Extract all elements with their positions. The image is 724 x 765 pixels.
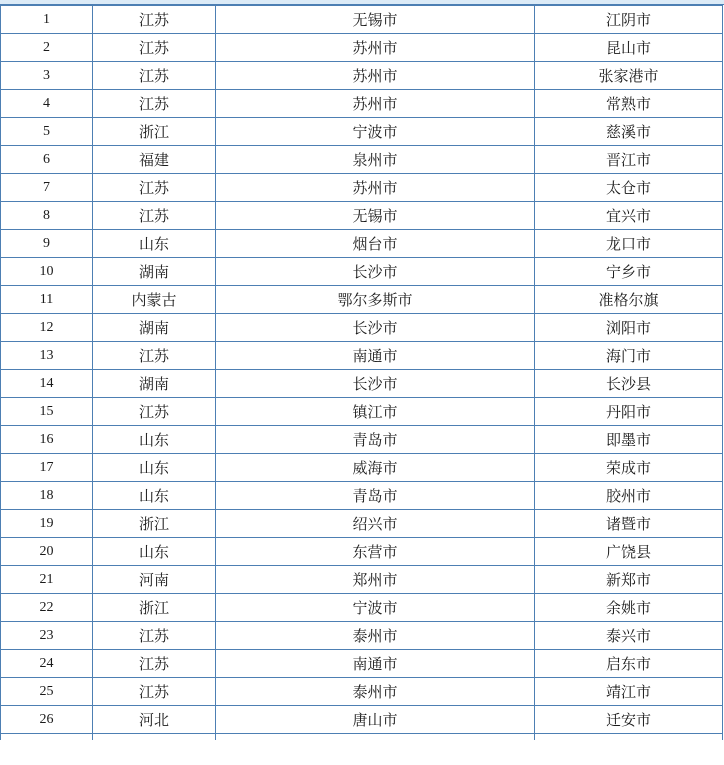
province-cell: 山东 bbox=[93, 426, 216, 454]
province-cell: 江苏 bbox=[93, 622, 216, 650]
county-cell: 昆山市 bbox=[535, 34, 723, 62]
city-cell: 威海市 bbox=[216, 454, 535, 482]
county-cell: 丹阳市 bbox=[535, 398, 723, 426]
county-cell: 晋江市 bbox=[535, 146, 723, 174]
city-cell: 南通市 bbox=[216, 342, 535, 370]
table-body bbox=[1, 6, 723, 740]
province-cell: 浙江 bbox=[93, 594, 216, 622]
province-cell: 山东 bbox=[93, 538, 216, 566]
row-number: 17 bbox=[1, 454, 93, 482]
row-number: 13 bbox=[1, 342, 93, 370]
table-row bbox=[1, 594, 723, 622]
city-cell: 宁波市 bbox=[216, 594, 535, 622]
table-row bbox=[1, 62, 723, 90]
table-row bbox=[1, 174, 723, 202]
row-number: 24 bbox=[1, 650, 93, 678]
county-cell: 迁安市 bbox=[535, 706, 723, 734]
city-cell: 东营市 bbox=[216, 538, 535, 566]
province-cell: 福建 bbox=[93, 146, 216, 174]
county-cell: 海门市 bbox=[535, 342, 723, 370]
city-cell: 宁波市 bbox=[216, 118, 535, 146]
county-cell: 诸暨市 bbox=[535, 510, 723, 538]
province-cell: 河北 bbox=[93, 706, 216, 734]
city-cell: 泰州市 bbox=[216, 678, 535, 706]
province-cell: 江苏 bbox=[93, 678, 216, 706]
county-cell: 胶州市 bbox=[535, 482, 723, 510]
province-cell: 江苏 bbox=[93, 650, 216, 678]
table-row bbox=[1, 146, 723, 174]
city-cell: 长沙市 bbox=[216, 314, 535, 342]
county-ranking-table bbox=[0, 5, 723, 740]
city-cell: 郑州市 bbox=[216, 566, 535, 594]
province-cell: 江苏 bbox=[93, 202, 216, 230]
city-cell: 泰州市 bbox=[216, 622, 535, 650]
row-number: 26 bbox=[1, 706, 93, 734]
table-row bbox=[1, 6, 723, 34]
province-cell: 江苏 bbox=[93, 34, 216, 62]
county-cell: 常熟市 bbox=[535, 90, 723, 118]
row-number: 5 bbox=[1, 118, 93, 146]
county-cell: 余姚市 bbox=[535, 594, 723, 622]
city-cell: 苏州市 bbox=[216, 90, 535, 118]
row-number: 8 bbox=[1, 202, 93, 230]
table-row bbox=[1, 202, 723, 230]
county-cell: 荣成市 bbox=[535, 454, 723, 482]
county-cell: 新郑市 bbox=[535, 566, 723, 594]
row-number: 2 bbox=[1, 34, 93, 62]
city-cell: 苏州市 bbox=[216, 174, 535, 202]
province-cell: 河南 bbox=[93, 566, 216, 594]
county-cell: 即墨市 bbox=[535, 426, 723, 454]
table-row bbox=[1, 118, 723, 146]
table-row bbox=[1, 454, 723, 482]
city-cell: 鄂尔多斯市 bbox=[216, 286, 535, 314]
row-number: 12 bbox=[1, 314, 93, 342]
province-cell: 江苏 bbox=[93, 342, 216, 370]
table-row bbox=[1, 650, 723, 678]
county-cell: 龙口市 bbox=[535, 230, 723, 258]
city-cell: 唐山市 bbox=[216, 706, 535, 734]
province-cell: 江苏 bbox=[93, 398, 216, 426]
row-number: 6 bbox=[1, 146, 93, 174]
province-cell: 浙江 bbox=[93, 118, 216, 146]
province-cell: 浙江 bbox=[93, 510, 216, 538]
city-cell: 苏州市 bbox=[216, 62, 535, 90]
province-cell: 江苏 bbox=[93, 174, 216, 202]
table-row bbox=[1, 90, 723, 118]
table-row bbox=[1, 370, 723, 398]
row-number: 9 bbox=[1, 230, 93, 258]
row-number: 3 bbox=[1, 62, 93, 90]
empty-cell bbox=[216, 734, 535, 740]
table-row bbox=[1, 482, 723, 510]
city-cell: 南通市 bbox=[216, 650, 535, 678]
row-number: 25 bbox=[1, 678, 93, 706]
row-number: 23 bbox=[1, 622, 93, 650]
province-cell: 山东 bbox=[93, 454, 216, 482]
city-cell: 绍兴市 bbox=[216, 510, 535, 538]
county-cell: 泰兴市 bbox=[535, 622, 723, 650]
province-cell: 江苏 bbox=[93, 90, 216, 118]
empty-cell bbox=[93, 734, 216, 740]
city-cell: 长沙市 bbox=[216, 258, 535, 286]
row-number: 22 bbox=[1, 594, 93, 622]
city-cell: 青岛市 bbox=[216, 482, 535, 510]
table-row bbox=[1, 314, 723, 342]
province-cell: 内蒙古 bbox=[93, 286, 216, 314]
table-row bbox=[1, 622, 723, 650]
empty-cell bbox=[535, 734, 723, 740]
county-cell: 张家港市 bbox=[535, 62, 723, 90]
county-cell: 启东市 bbox=[535, 650, 723, 678]
province-cell: 湖南 bbox=[93, 258, 216, 286]
table-row bbox=[1, 342, 723, 370]
county-cell: 宁乡市 bbox=[535, 258, 723, 286]
table-row bbox=[1, 34, 723, 62]
table-row bbox=[1, 538, 723, 566]
row-number: 18 bbox=[1, 482, 93, 510]
county-cell: 江阴市 bbox=[535, 6, 723, 34]
table-row bbox=[1, 230, 723, 258]
table-row bbox=[1, 398, 723, 426]
table-row bbox=[1, 510, 723, 538]
city-cell: 长沙市 bbox=[216, 370, 535, 398]
table-row bbox=[1, 258, 723, 286]
row-number: 1 bbox=[1, 6, 93, 34]
city-cell: 烟台市 bbox=[216, 230, 535, 258]
province-cell: 江苏 bbox=[93, 62, 216, 90]
city-cell: 镇江市 bbox=[216, 398, 535, 426]
row-number: 16 bbox=[1, 426, 93, 454]
table-row bbox=[1, 566, 723, 594]
city-cell: 无锡市 bbox=[216, 202, 535, 230]
province-cell: 山东 bbox=[93, 482, 216, 510]
row-number: 15 bbox=[1, 398, 93, 426]
county-cell: 宜兴市 bbox=[535, 202, 723, 230]
county-cell: 广饶县 bbox=[535, 538, 723, 566]
county-cell: 浏阳市 bbox=[535, 314, 723, 342]
county-cell: 准格尔旗 bbox=[535, 286, 723, 314]
county-cell: 长沙县 bbox=[535, 370, 723, 398]
row-number: 21 bbox=[1, 566, 93, 594]
province-cell: 湖南 bbox=[93, 314, 216, 342]
row-number: 4 bbox=[1, 90, 93, 118]
table-row-cut bbox=[1, 734, 723, 740]
table-row bbox=[1, 286, 723, 314]
row-number: 7 bbox=[1, 174, 93, 202]
city-cell: 青岛市 bbox=[216, 426, 535, 454]
row-number: 11 bbox=[1, 286, 93, 314]
city-cell: 苏州市 bbox=[216, 34, 535, 62]
row-number: 19 bbox=[1, 510, 93, 538]
city-cell: 泉州市 bbox=[216, 146, 535, 174]
table-row bbox=[1, 706, 723, 734]
city-cell: 无锡市 bbox=[216, 6, 535, 34]
province-cell: 湖南 bbox=[93, 370, 216, 398]
county-cell: 慈溪市 bbox=[535, 118, 723, 146]
county-cell: 靖江市 bbox=[535, 678, 723, 706]
province-cell: 山东 bbox=[93, 230, 216, 258]
province-cell: 江苏 bbox=[93, 6, 216, 34]
table-row bbox=[1, 678, 723, 706]
empty-cell bbox=[1, 734, 93, 740]
row-number: 14 bbox=[1, 370, 93, 398]
county-cell: 太仓市 bbox=[535, 174, 723, 202]
table-row bbox=[1, 426, 723, 454]
row-number: 20 bbox=[1, 538, 93, 566]
row-number: 10 bbox=[1, 258, 93, 286]
